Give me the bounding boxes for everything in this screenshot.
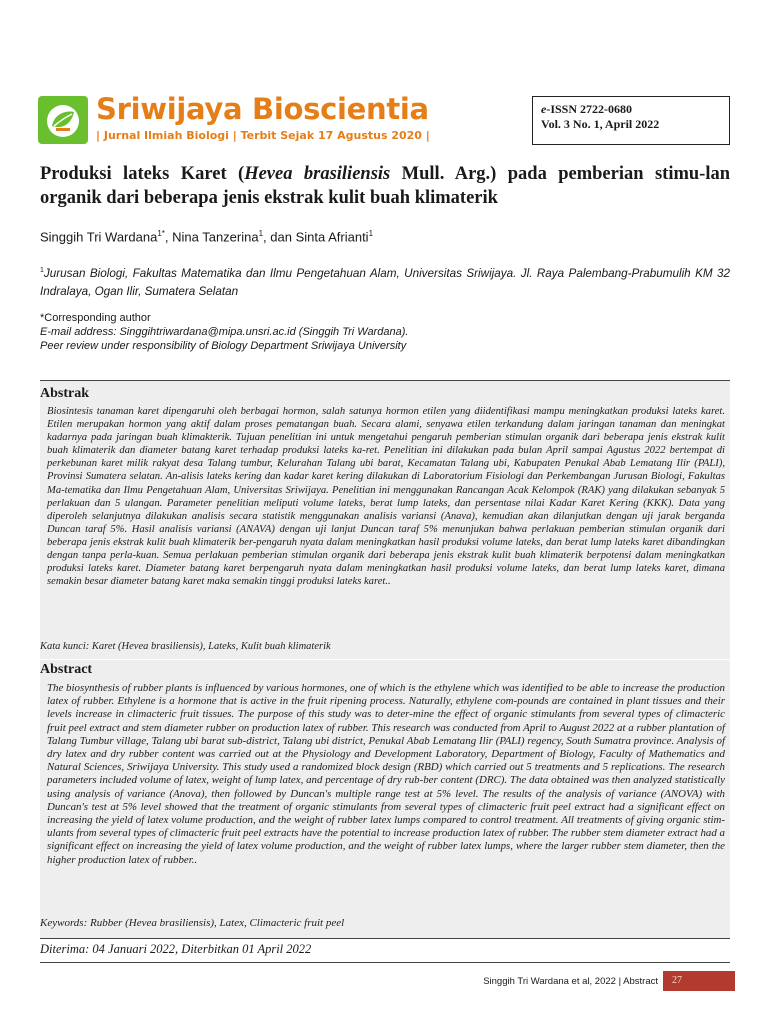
abstract-section [40, 660, 730, 939]
title-species: Hevea brasiliensis [244, 164, 391, 184]
journal-name: Sriwijaya Bioscientia [96, 92, 429, 126]
volume-info: Vol. 3 No. 1, April 2022 [541, 117, 660, 131]
received-published-dates: Diterima: 04 Januari 2022, Diterbitkan 01 April 2022 [40, 942, 312, 956]
author-mark: 1 [258, 229, 264, 238]
issn-box [532, 96, 730, 145]
author-separator: , [164, 229, 173, 245]
affiliation [40, 262, 730, 301]
author-separator: , dan [263, 229, 296, 245]
abstract-text: The biosynthesis of rubber plants is influenced by various hormones, one of which is the ethylene which was identified to be able to increase the production latex of rubber. Ethylene is a hormone that is active in the fruit ripening process. Naturally, ethylene com-pounds are contained in plant tissues and their levels increase in climacteric fruit tissues. The purpose of this study was to deter-mine the effect of organic stimulants from several types of climacteric fruit peel extract and stem diameter rubber on production latex of rubber. This research was conducted from April to August 2022 at a rubber plantation of Talang Tumbur village, Talang ubi barat sub-district, Talang ubi district, Penukal Abab Lematang Ilir (PALI) regency, South Sumatra province. Analysis of dry latex and dry rubber content was carried out at the Physiology and Development Laboratory, Department of Biology, Faculty of Mathematics and Natural Sciences, Sriwijaya University. This study used a randomized block design (RBD) which carried out 5 treatments and 5 replications. The research parameters included volume of latex, weight of lump latex, and percentage of dry rub-ber content (DRC). The data obtained was then analyzed statistically using analysis of variance (Anova), then followed by Duncan's multiple range test at 5% level. The results of the analysis of variance (ANOVA) with Duncan's test at 5% level showed that the treatment of organic stimulants from several types of climacteric fruit peel extract had a significant effect on increasing the yield of latex volume production, and the weight of rubber latex lumps compared to control treatment. All treatments of giving organic stim-ulants from several types of climacteric fruit peel extracts have the potential to increase production latex of rubber. The rubber stem diameter extract had a significant effect on increasing the yield of latex volume production, and the weight of rubber latex lumps, where the larger rubber stem diameter, then the higher production latex of rubber.. [47, 682, 725, 866]
corresponding-author-label: *Corresponding author [40, 312, 151, 324]
abstrak-section [40, 380, 730, 659]
affiliation-text: Jurusan Biologi, Fakultas Matematika dan Ilmu Pengetahuan Alam, Universitas Sriwijaya. Jl. Raya Palembang-Prabumulih KM 32 Indralaya, Ogan Ilir, Sumatera Selatan [40, 266, 730, 298]
article-title [40, 162, 730, 210]
title-part-2: Mull. Arg.) pada pemberian stimu-lan organik dari beberapa jenis ekstrak kulit buah klimaterik [40, 164, 730, 208]
divider [40, 962, 730, 963]
email-address: E-mail address: Singgihtriwardana@mipa.unsri.ac.id (Singgih Tri Wardana). [40, 326, 409, 338]
journal-logo-icon [38, 96, 88, 144]
issn-prefix: e- [541, 102, 551, 116]
correspondence-block [40, 311, 730, 353]
abstrak-heading: Abstrak [40, 386, 90, 401]
peer-review-note: Peer review under responsibility of Biology Department Sriwijaya University [40, 340, 407, 352]
keywords: Keywords: Rubber (Hevea brasiliensis), Latex, Climacteric fruit peel [40, 917, 345, 929]
author-name: Singgih Tri Wardana [40, 229, 158, 245]
author-name: Nina Tanzerina [172, 229, 259, 245]
title-part-1: Produksi lateks Karet ( [40, 164, 245, 184]
affiliation-mark: 1 [40, 267, 44, 274]
author-mark: 1 [368, 229, 374, 238]
abstrak-text: Biosintesis tanaman karet dipengaruhi oleh berbagai hormon, salah satunya hormon etilen yang diidentifikasi mampu meningkatkan produksi lateks karet. Etilen merupakan hormon yang aktif dalam proses pematangan buah. Secara alami, senyawa etilen terkandung dalam jaringan tanaman dan meningkat kadarnya pada jaringan buah klimakterik. Tujuan penelitian ini untuk mengetahui pengaruh pemberian stimulan organik dari beberapa jenis ekstrak kulit buah klimaterik dan diameter batang karet terhadap produksi lateks ka-ret. Penelitian ini dilakukan pada bulan April sampai Agustus 2022 bertempat di perkebunan karet milik rakyat desa Talang tumbur, Kelurahan Talang ubi barat, Kecamatan Talang ubi, Kabupaten Penukal Abab Lematang Ilir (PALI), Provinsi Sumatera selatan. An-alisis lateks kering dan kadar karet kering dilakukan di Laboratorium Fisiologi dan Perkembangan Jurusan Biologi, Fakultas Ma-tematika dan Ilmu Pengetahuan Alam, Universitas Sriwijaya. Penelitian ini menggunakan Rancangan Acak Kelompok (RAK) yang dilakukan sebanyak 5 perlakuan dan 5 ulangan. Parameter penelitian meliputi volume lateks, berat lump lateks, dan persentase nilai Kadar Karet Kering (KKK). Data yang diperoleh selanjutnya dilakukan analisis secara statistik menggunakan analisis variansi (Anava), kemudian akan dilanjutkan dengan uji jarak berganda Duncan taraf 5%. Hasil analisis variansi (ANAVA) dengan uji lanjut Duncan taraf 5% menunjukan bahwa perlakuan pemberian stimulan organik dari beberapa jenis ekstrak kulit buah klimaterik ber-pengaruh nyata dalam meningkatkan hasil produksi volume lateks, dan berat lump lateks karet dibandingkan dengan tanpa perla-kuan. Semua perlakuan pemberian stimulan organik dari beberapa jenis ekstrak kulit buah klimaterik berpotensi dalam meningkatkan produksi lateks karet. Diameter batang karet berpengaruh nyata dalam meningkatkan hasil produksi volume lateks, dan berat lump lateks karet, dimana semakin besar diameter batang karet maka semakin tinggi produksi lateks karet.. [47, 406, 725, 588]
abstract-heading: Abstract [40, 662, 93, 677]
issn-line [541, 102, 721, 117]
author-mark: 1* [157, 229, 165, 238]
issn-number: ISSN 2722-0680 [550, 102, 633, 116]
kata-kunci: Kata kunci: Karet (Hevea brasiliensis), Lateks, Kulit buah klimaterik [40, 641, 331, 652]
author-list [40, 229, 373, 244]
author-name: Sinta Afrianti [295, 229, 369, 245]
divider [40, 938, 730, 939]
journal-tagline: | Jurnal Ilmiah Biologi | Terbit Sejak 17 Agustus 2020 | [96, 129, 430, 142]
page-number: 27 [663, 971, 735, 991]
footer-citation: Singgih Tri Wardana et al, 2022 | Abstract [483, 976, 658, 987]
